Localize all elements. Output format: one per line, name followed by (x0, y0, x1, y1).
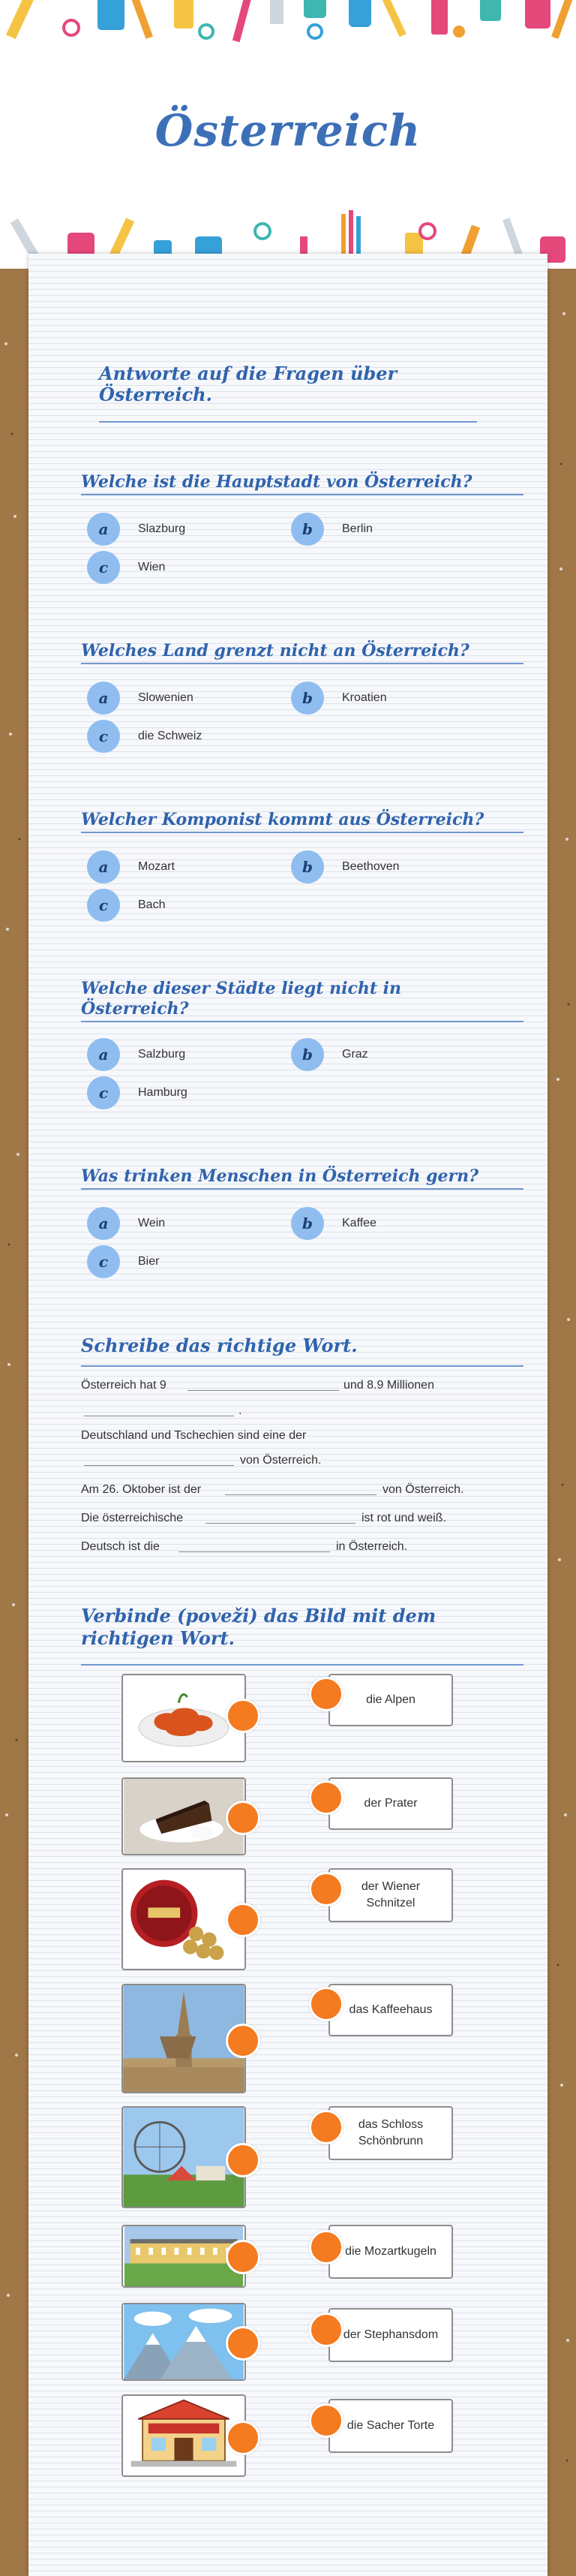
blank-1[interactable] (188, 1390, 339, 1391)
question-5-underline (81, 1188, 524, 1190)
question-1-title: Welche ist die Hauptstadt von Österreich? (81, 472, 472, 492)
q4-option-c-text[interactable]: Hamburg (138, 1086, 188, 1099)
question-1-underline (81, 494, 524, 495)
match-section-title: Verbinde (poveži) das Bild mit dem richtigen Wort. (81, 1605, 436, 1649)
match-word-8[interactable]: die Sacher Torte (328, 2399, 453, 2453)
q4-option-b-badge[interactable]: b (291, 1038, 324, 1071)
q5-option-a-badge[interactable]: a (87, 1207, 120, 1240)
worksheet-paper (28, 254, 548, 2576)
match-word-6[interactable]: die Mozartkugeln (328, 2225, 453, 2279)
school-supplies-decoration (0, 0, 576, 54)
fill-s2-part-2: von Österreich. (240, 1454, 322, 1467)
q3-option-b-badge[interactable]: b (291, 850, 324, 883)
q1-option-a-badge[interactable]: a (87, 513, 120, 546)
header-banner (0, 0, 576, 270)
q2-option-b-badge[interactable]: b (291, 682, 324, 715)
match-section-underline (81, 1664, 524, 1666)
question-4-title: Welche dieser Städte liegt nicht in Österreich? (81, 979, 402, 1019)
match-word-3-connector[interactable] (309, 1872, 344, 1906)
q4-option-b-text[interactable]: Graz (342, 1048, 368, 1061)
intro-underline (99, 421, 477, 423)
match-word-3[interactable]: der Wiener Schnitzel (328, 1868, 453, 1922)
q1-option-c-badge[interactable]: c (87, 551, 120, 584)
match-image-8-connector[interactable] (226, 2421, 260, 2455)
fill-s5-part-2: in Österreich. (336, 1540, 408, 1553)
question-5-title: Was trinken Menschen in Österreich gern? (81, 1166, 479, 1186)
q2-option-b-text[interactable]: Kroatien (342, 691, 387, 704)
match-image-5-connector[interactable] (226, 2143, 260, 2177)
q3-option-a-badge[interactable]: a (87, 850, 120, 883)
match-image-2-connector[interactable] (226, 1801, 260, 1835)
match-word-7-connector[interactable] (309, 2313, 344, 2347)
match-word-1-connector[interactable] (309, 1677, 344, 1711)
q5-option-b-text[interactable]: Kaffee (342, 1217, 376, 1229)
match-word-2[interactable]: der Prater (328, 1777, 453, 1830)
q1-option-a-text[interactable]: Slazburg (138, 522, 186, 535)
match-image-7-connector[interactable] (226, 2326, 260, 2361)
q5-option-c-text[interactable]: Bier (138, 1255, 160, 1268)
question-4-underline (81, 1021, 524, 1022)
match-image-3-connector[interactable] (226, 1903, 260, 1937)
q2-option-a-badge[interactable]: a (87, 682, 120, 715)
q3-option-c-badge[interactable]: c (87, 889, 120, 922)
match-image-1-connector[interactable] (226, 1699, 260, 1733)
q5-option-a-text[interactable]: Wein (138, 1217, 166, 1229)
q2-option-a-text[interactable]: Slowenien (138, 691, 194, 704)
fill-s2-part-1: Deutschland und Tschechien sind eine der (81, 1429, 307, 1442)
q4-option-c-badge[interactable]: c (87, 1076, 120, 1109)
fill-s1-part-2: und 8.9 Millionen (344, 1379, 434, 1392)
blank-3[interactable] (84, 1465, 234, 1466)
blank-4[interactable] (225, 1494, 376, 1495)
match-word-4-connector[interactable] (309, 1987, 344, 2021)
match-word-5[interactable]: das Schloss Schönbrunn (328, 2106, 453, 2160)
fill-s3-part-1: Am 26. Oktober ist der (81, 1483, 202, 1496)
blank-6[interactable] (178, 1551, 330, 1552)
match-word-4[interactable]: das Kaffeehaus (328, 1984, 453, 2036)
page-title: Österreich (154, 105, 422, 156)
match-word-5-connector[interactable] (309, 2110, 344, 2144)
fill-section-title: Schreibe das richtige Wort. (81, 1335, 358, 1356)
q5-option-c-badge[interactable]: c (87, 1245, 120, 1278)
q2-option-c-badge[interactable]: c (87, 720, 120, 753)
question-2-title: Welches Land grenzt nicht an Österreich? (81, 641, 470, 661)
match-word-7[interactable]: der Stephansdom (328, 2308, 453, 2362)
match-word-6-connector[interactable] (309, 2230, 344, 2265)
fill-s4-part-1: Die österreichische (81, 1512, 184, 1524)
blank-5[interactable] (206, 1523, 356, 1524)
intro-heading: Antworte auf die Fragen über Österreich. (99, 363, 398, 405)
question-3-underline (81, 832, 524, 833)
q1-option-b-text[interactable]: Berlin (342, 522, 373, 535)
match-word-1[interactable]: die Alpen (328, 1674, 453, 1726)
fill-s4-part-2: ist rot und weiß. (362, 1512, 446, 1524)
match-word-2-connector[interactable] (309, 1780, 344, 1815)
fill-section-underline (81, 1365, 524, 1367)
fill-s1-part-3: . (238, 1404, 242, 1417)
match-image-4-connector[interactable] (226, 2024, 260, 2058)
question-3-title: Welcher Komponist kommt aus Österreich? (81, 810, 484, 829)
q3-option-a-text[interactable]: Mozart (138, 860, 175, 873)
q2-option-c-text[interactable]: die Schweiz (138, 730, 202, 742)
match-word-8-connector[interactable] (309, 2403, 344, 2438)
question-2-underline (81, 663, 524, 664)
q3-option-c-text[interactable]: Bach (138, 898, 166, 911)
q3-option-b-text[interactable]: Beethoven (342, 860, 400, 873)
q1-option-c-text[interactable]: Wien (138, 561, 166, 573)
fill-s5-part-1: Deutsch ist die (81, 1540, 160, 1553)
q5-option-b-badge[interactable]: b (291, 1207, 324, 1240)
q4-option-a-text[interactable]: Salzburg (138, 1048, 186, 1061)
fill-s1-part-1: Österreich hat 9 (81, 1379, 166, 1392)
q1-option-b-badge[interactable]: b (291, 513, 324, 546)
q4-option-a-badge[interactable]: a (87, 1038, 120, 1071)
match-image-6-connector[interactable] (226, 2240, 260, 2274)
fill-s3-part-2: von Österreich. (382, 1483, 464, 1496)
